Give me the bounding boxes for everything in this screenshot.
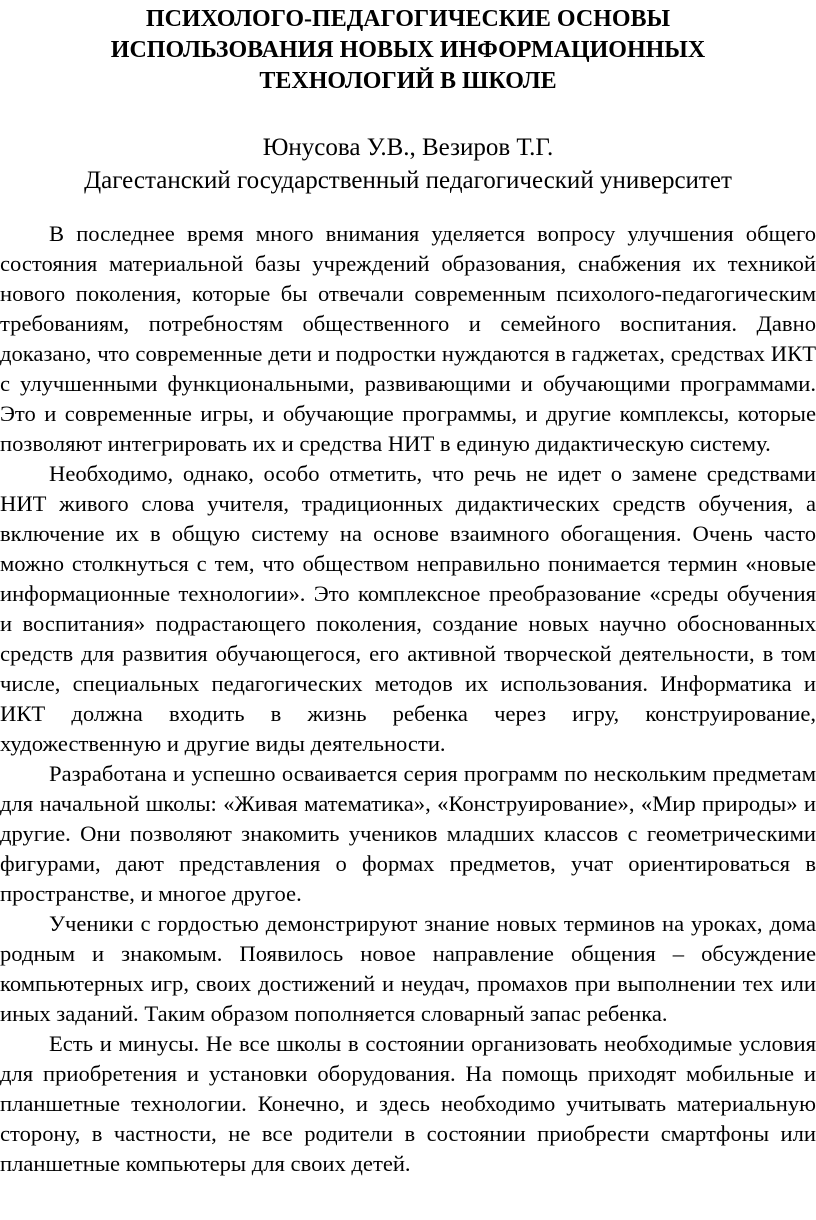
body-paragraph-3: Разработана и успешно осваивается серия программ по нескольким предметам для начальной школы: «Живая математика», «Конструирование», «Мир природы» и другие. Они позволяют знакомить учеников младших классов с геометрическими фигурами, дают представления о формах предметов, учат ориентироваться в пространстве, и многое другое. bbox=[0, 761, 816, 906]
paper-title bbox=[40, 4, 776, 97]
body-paragraph-4: Ученики с гордостью демонстрируют знание новых терминов на уроках, дома родным и знакомым. Появилось новое направление общения – обсуждение компьютерных игр, своих достижений и неудач, промахов при выполнении тех или иных заданий. Таким образом пополняется словарный запас ребенка. bbox=[0, 911, 816, 1026]
article-body bbox=[0, 219, 816, 1179]
paper-title-line-1: ПСИХОЛОГО-ПЕДАГОГИЧЕСКИЕ ОСНОВЫ bbox=[145, 6, 671, 32]
paper-title-line-3: ТЕХНОЛОГИЙ В ШКОЛЕ bbox=[259, 68, 557, 94]
authors: Юнусова У.В., Везиров Т.Г. bbox=[262, 134, 554, 161]
body-paragraph-1: В последнее время много внимания уделяется вопросу улучшения общего состояния материальной базы учреждений образования, снабжения их техникой нового поколения, которые бы отвечали современным психолого-педагогическим требованиям, потребностям общественного и семейного воспитания. Давно доказано, что современные дети и подростки нуждаются в гаджетах, средствах ИКТ с улучшенными функциональными, развивающими и обучающими программами. Это и современные игры, и обучающие программы, и другие комплексы, которые позволяют интегрировать их и средства НИТ в единую дидактическую систему. bbox=[0, 221, 816, 456]
affiliation: Дагестанский государственный педагогический университет bbox=[84, 167, 732, 194]
body-paragraph-2: Необходимо, однако, особо отметить, что речь не идет о замене средствами НИТ живого слова учителя, традиционных дидактических средств обучения, а включение их в общую систему на основе взаимного обогащения. Очень часто можно столкнуться с тем, что обществом неправильно понимается термин «новые информационные технологии». Это комплексное преобразование «среды обучения и воспитания» подрастающего поколения, создание новых научно обоснованных средств для развития обучающегося, его активной творческой деятельности, в том числе, специальных педагогических методов их использования. Информатика и ИКТ должна входить в жизнь ребенка через игру, конструирование, художественную и другие виды деятельности. bbox=[0, 461, 816, 756]
body-paragraph-5: Есть и минусы. Не все школы в состоянии организовать необходимые условия для приобретения и установки оборудования. На помощь приходят мобильные и планшетные технологии. Конечно, и здесь необходимо учитывать материальную сторону, в частности, не все родители в состоянии приобрести смартфоны или планшетные компьютеры для своих детей. bbox=[0, 1031, 816, 1176]
paper-title-line-2: ИСПОЛЬЗОВАНИЯ НОВЫХ ИНФОРМАЦИОННЫХ bbox=[110, 37, 706, 63]
